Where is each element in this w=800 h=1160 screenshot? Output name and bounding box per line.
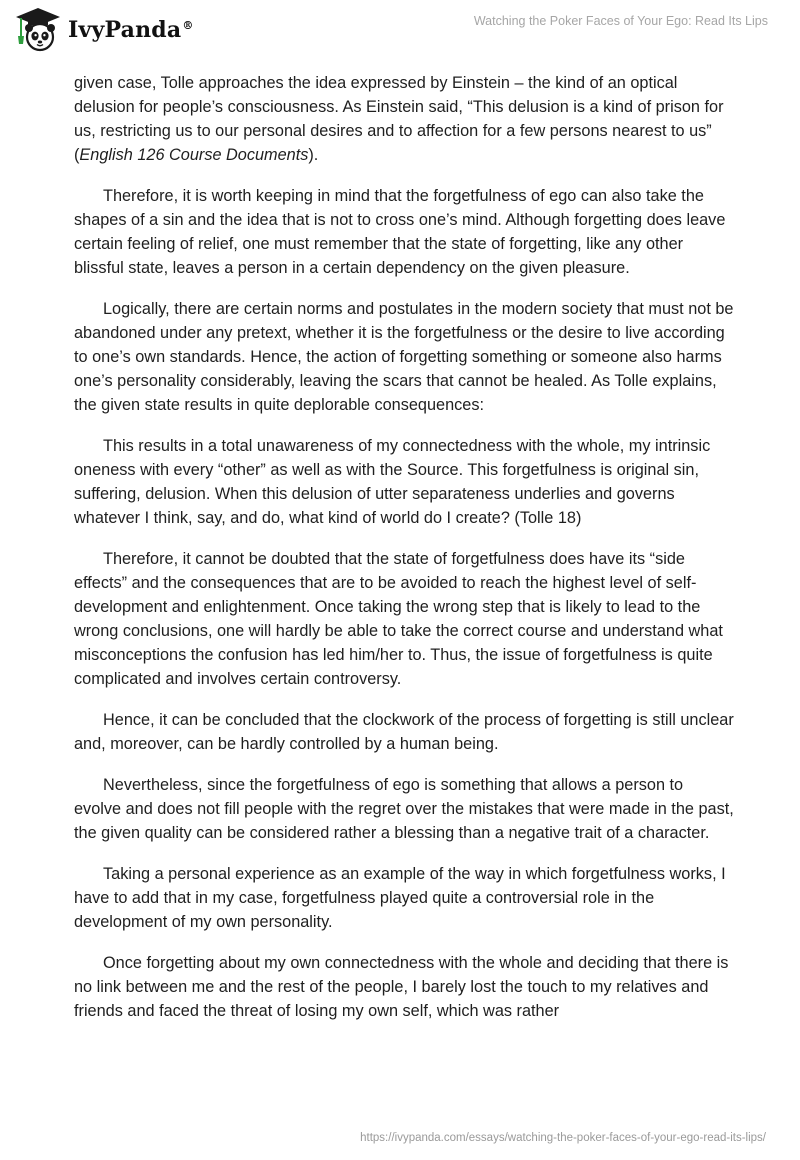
citation-title: English 126 Course Documents xyxy=(79,146,309,164)
paragraph-7: Nevertheless, since the forgetfulness of ego is something that allows a person to evolve and does not fill people with the regret over the mistakes that were made in the past, the given quality can be considered rather a blessing than a negative trait of a character. xyxy=(74,776,734,842)
paragraph-6: Hence, it can be concluded that the clockwork of the process of forgetting is still unclear and, moreover, can be hardly controlled by a human being. xyxy=(74,711,734,753)
logo-wordmark: IvyPanda® xyxy=(68,17,194,43)
panda-graduate-icon xyxy=(14,6,62,52)
ivypanda-logo[interactable] xyxy=(14,6,194,52)
source-url-link[interactable]: https://ivypanda.com/essays/watching-the-poker-faces-of-your-ego-read-its-lips/ xyxy=(360,1132,766,1144)
paragraph-1: given case, Tolle approaches the idea expressed by Einstein – the kind of an optical delusion for people’s consciousness. As Einstein said, “This delusion is a kind of prison for us, restricting us to our personal desires and to affection for a few persons nearest to us” (English 126 Course Documents). xyxy=(74,74,724,164)
paragraph-2: Therefore, it is worth keeping in mind that the forgetfulness of ego can also take the shapes of a sin and the idea that is not to cross one’s mind. Although forgetting does leave certain feeling of relief, one must remember that the state of forgetting, like any other blissful state, leaves a person in a certain dependency on the given pleasure. xyxy=(74,187,726,277)
paragraph-5: Therefore, it cannot be doubted that the state of forgetfulness does have its “side effects” and the consequences that are to be avoided to reach the highest level of self-development and enlightenment. Once taking the wrong step that is likely to lead to the wrong conclusions, one will hardly be able to take the correct course and understand what misconceptions the confusion has led him/her to. Thus, the issue of forgetfulness is quite complicated and involves certain controversy. xyxy=(74,550,723,688)
paragraph-8: Taking a personal experience as an example of the way in which forgetfulness works, I have to add that in my case, forgetfulness played quite a controversial role in the development of my own personality. xyxy=(74,865,726,931)
document-title: Watching the Poker Faces of Your Ego: Read Its Lips xyxy=(473,14,768,28)
page-header xyxy=(0,0,800,64)
essay-body xyxy=(74,71,734,1040)
paragraph-9: Once forgetting about my own connectedness with the whole and deciding that there is no link between me and the rest of the people, I barely lost the touch to my relatives and friends and faced the threat of losing my own self, which was rather xyxy=(74,954,729,1020)
block-quote: This results in a total unawareness of my connectedness with the whole, my intrinsic oneness with every “other” as well as with the Source. This forgetfulness is original sin, suffering, delusion. When this delusion of utter separateness underlies and governs whatever I think, say, and do, what kind of world do I create? (Tolle 18) xyxy=(74,437,711,527)
paragraph-3: Logically, there are certain norms and postulates in the modern society that must not be abandoned under any pretext, whether it is the forgetfulness or the desire to live according to one’s own standards. Hence, the action of forgetting something or someone also harms one’s personality considerably, leaving the scars that cannot be healed. As Tolle explains, the given state results in quite deplorable consequences: xyxy=(74,300,734,414)
